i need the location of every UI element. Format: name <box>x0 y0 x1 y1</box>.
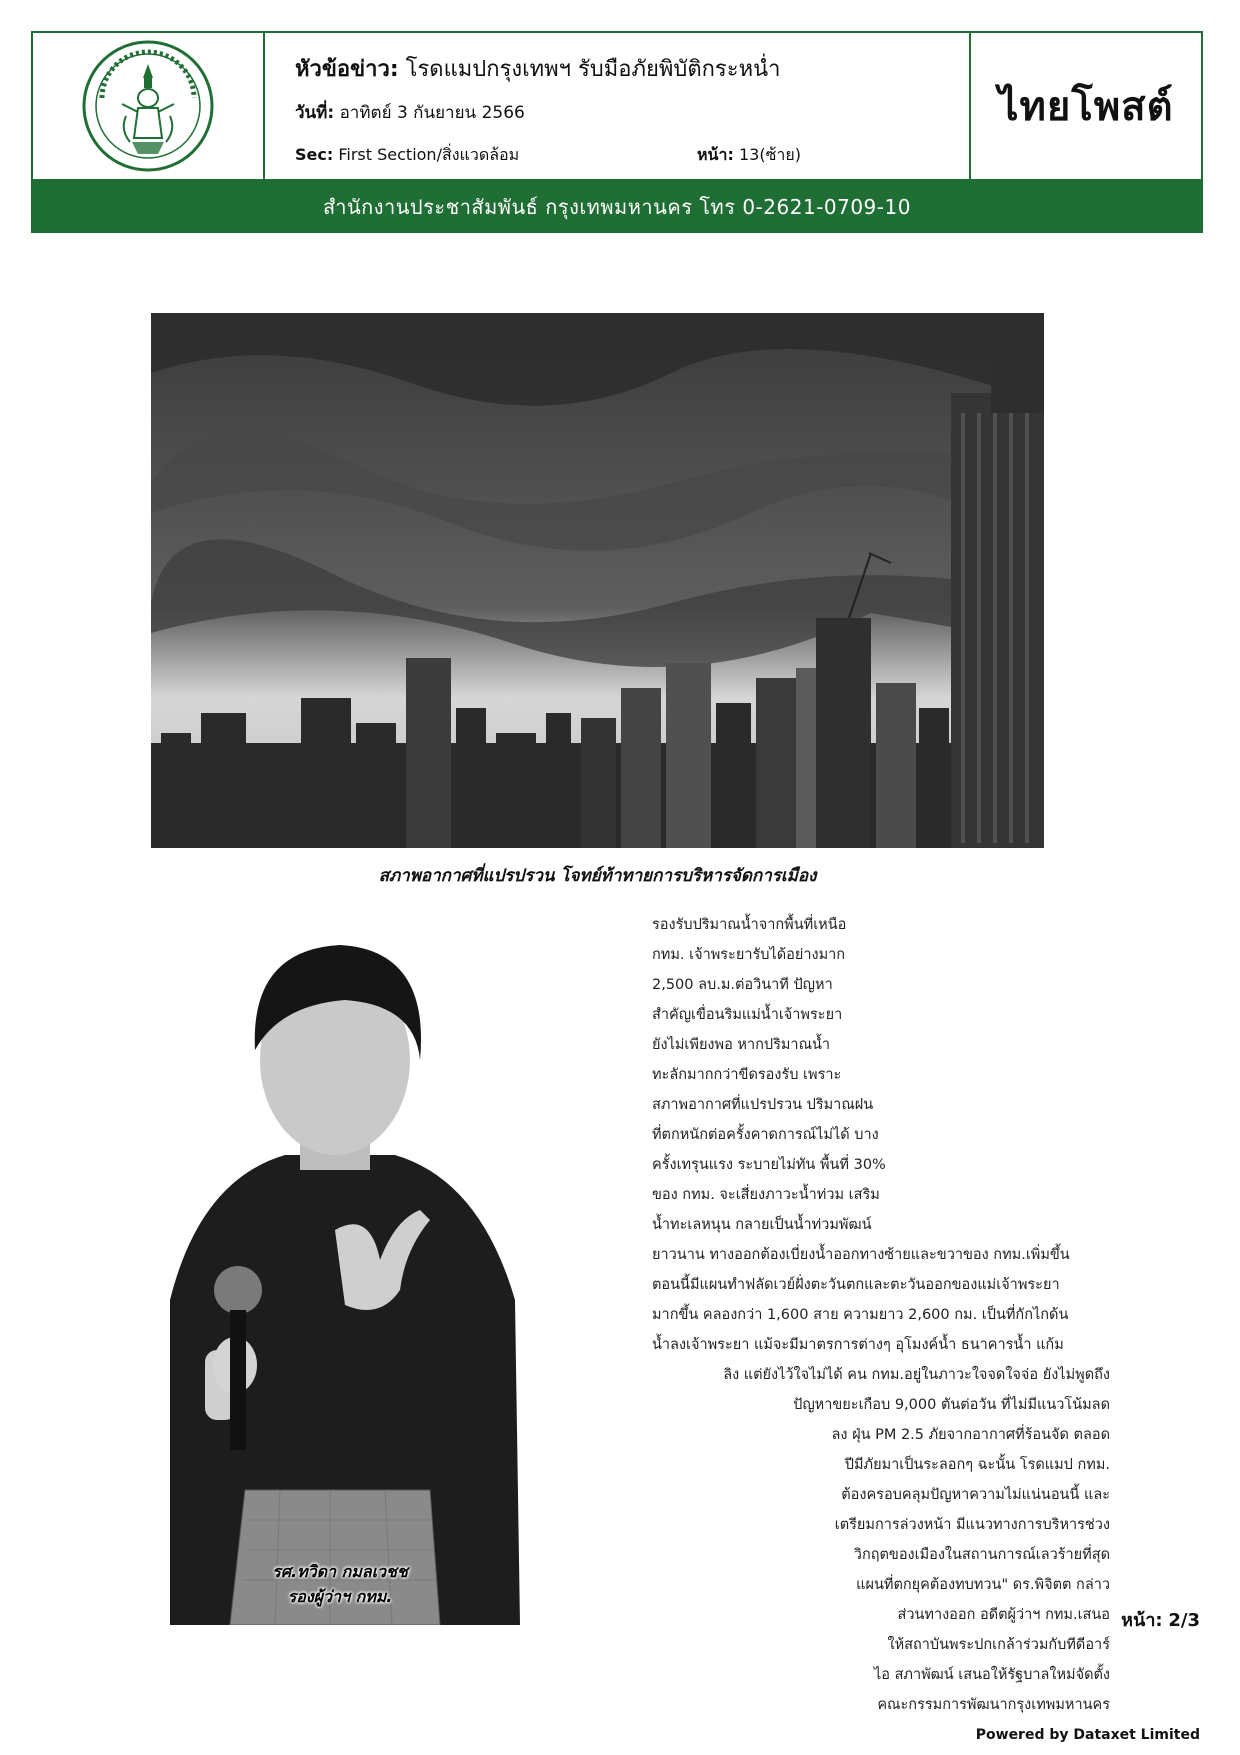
page-line <box>697 143 801 168</box>
section-label: Sec: <box>295 145 334 164</box>
bma-seal-logo <box>33 33 265 179</box>
bma-seal-icon <box>80 38 216 174</box>
headline <box>295 51 780 86</box>
date-value: อาทิตย์ 3 กันยายน 2566 <box>339 103 525 123</box>
article-line: ต้องครอบคลุมปัญหาความไม่แน่นอนนี้ และ <box>841 1487 1110 1503</box>
clipping-header <box>31 31 1203 181</box>
article-line: กทม. เจ้าพระยารับได้อย่างมาก <box>652 947 846 963</box>
headline-label: หัวข้อข่าว: <box>295 57 399 82</box>
article-line: 2,500 ลบ.ม.ต่อวินาที ปัญหา <box>652 977 833 993</box>
publication-logo-text: ไทยโพสต์ <box>998 84 1174 130</box>
section-value: First Section/สิ่งแวดล้อม <box>338 145 520 164</box>
article-line: ให้สถาบันพระปกเกล้าร่วมกับทีดีอาร์ <box>887 1637 1110 1653</box>
article-wide-block <box>652 1240 1070 1360</box>
contact-banner: สำนักงานประชาสัมพันธ์ กรุงเทพมหานคร โทร 0-2621-0709-10 <box>31 181 1203 233</box>
headline-text: โรดแมปกรุงเทพฯ รับมือภัยพิบัติกระหน่ำ <box>405 57 781 82</box>
page-label: หน้า: <box>697 145 734 164</box>
page-indicator-value: 2/3 <box>1168 1610 1200 1631</box>
article-line: ยังไม่เพียงพอ หากปริมาณน้ำ <box>652 1037 831 1053</box>
article-column <box>652 910 886 1240</box>
photo-caption: สภาพอากาศที่แปรปรวน โจทย์ท้าทายการบริหารจัดการเมือง <box>378 866 817 886</box>
article-line: รองรับปริมาณน้ำจากพื้นที่เหนือ <box>652 917 847 933</box>
article-line: ไอ สภาพัฒน์ เสนอให้รัฐบาลใหม่จัดตั้ง <box>873 1667 1110 1683</box>
article-line: แผนที่ตกยุคต้องทบทวน" ดร.พิจิตต กล่าว <box>856 1577 1110 1593</box>
article-line: ครั้งเทรุนแรง ระบายไม่ทัน พื้นที่ 30% <box>652 1157 886 1173</box>
article-line: คณะกรรมการพัฒนากรุงเทพมหานคร <box>877 1697 1110 1713</box>
article-line: วิกฤตของเมืองในสถานการณ์เลวร้ายที่สุด <box>853 1547 1110 1563</box>
storm-city-photo <box>151 313 1044 848</box>
article-line: ของ กทม. จะเสี่ยงภาวะน้ำท่วม เสริม <box>652 1187 880 1203</box>
speaker-portrait-photo <box>130 910 550 1625</box>
article-line: ที่ตกหนักต่อครั้งคาดการณ์ไม่ได้ บาง <box>652 1127 879 1143</box>
article-line: ปีมีภัยมาเป็นระลอกๆ ฉะนั้น โรดแมป กทม. <box>844 1457 1110 1473</box>
portrait-name: รศ.ทวิดา กมลเวชช <box>272 1562 408 1581</box>
clipping-info <box>265 33 971 179</box>
publication-brand <box>971 33 1201 179</box>
article-line: เตรียมการล่วงหน้า มีแนวทางการบริหารช่วง <box>834 1517 1110 1533</box>
portrait-caption <box>255 1560 425 1610</box>
article-line: ส่วนทางออก อดีตผู้ว่าฯ กทม.เสนอ <box>897 1607 1110 1623</box>
article-line: สำคัญเขื่อนริมแม่น้ำเจ้าพระยา <box>652 1007 843 1023</box>
article-line: ลิง แต่ยังไว้ใจไม่ได้ คน กทม.อยู่ในภาวะใจจดใจจ่อ ยังไม่พูดถึง <box>723 1367 1110 1383</box>
page-indicator-label: หน้า: <box>1121 1610 1163 1631</box>
article-stair-block <box>723 1360 1110 1720</box>
article-line: น้ำลงเจ้าพระยา แม้จะมีมาตรการต่างๆ อุโมงค์น้ำ ธนาคารน้ำ แก้ม <box>652 1337 1064 1353</box>
article-line: ทะลักมากกว่าขีดรองรับ เพราะ <box>652 1067 842 1083</box>
article-line: น้ำทะเลหนุน กลายเป็นน้ำท่วมพัฒน์ <box>652 1217 872 1233</box>
article-line: สภาพอากาศที่แปรปรวน ปริมาณฝน <box>652 1097 874 1113</box>
powered-by: Powered by Dataxet Limited <box>975 1727 1200 1743</box>
page-value: 13(ซ้าย) <box>738 145 802 164</box>
date-line <box>295 99 525 126</box>
section-line <box>295 143 519 168</box>
article-line: ตอนนี้มีแผนทำฟลัดเวย์ฝั่งตะวันตกและตะวันออกของแม่เจ้าพระยา <box>652 1277 1060 1293</box>
article-line: ปัญหาขยะเกือบ 9,000 ตันต่อวัน ที่ไม่มีแนวโน้มลด <box>793 1397 1110 1413</box>
article-line: มากขึ้น คลองกว่า 1,600 สาย ความยาว 2,600 กม. เป็นที่กักไกด้น <box>652 1307 1069 1323</box>
date-label: วันที่: <box>295 103 335 123</box>
article-line: ยาวนาน ทางออกต้องเบี่ยงน้ำออกทางซ้ายและขวาของ กทม.เพิ่มขึ้น <box>652 1247 1070 1263</box>
article-line: ลง ฝุ่น PM 2.5 ภัยจากอากาศที่ร้อนจัด ตลอด <box>831 1427 1110 1443</box>
portrait-title: รองผู้ว่าฯ กทม. <box>287 1587 393 1606</box>
page-indicator <box>1121 1605 1200 1634</box>
